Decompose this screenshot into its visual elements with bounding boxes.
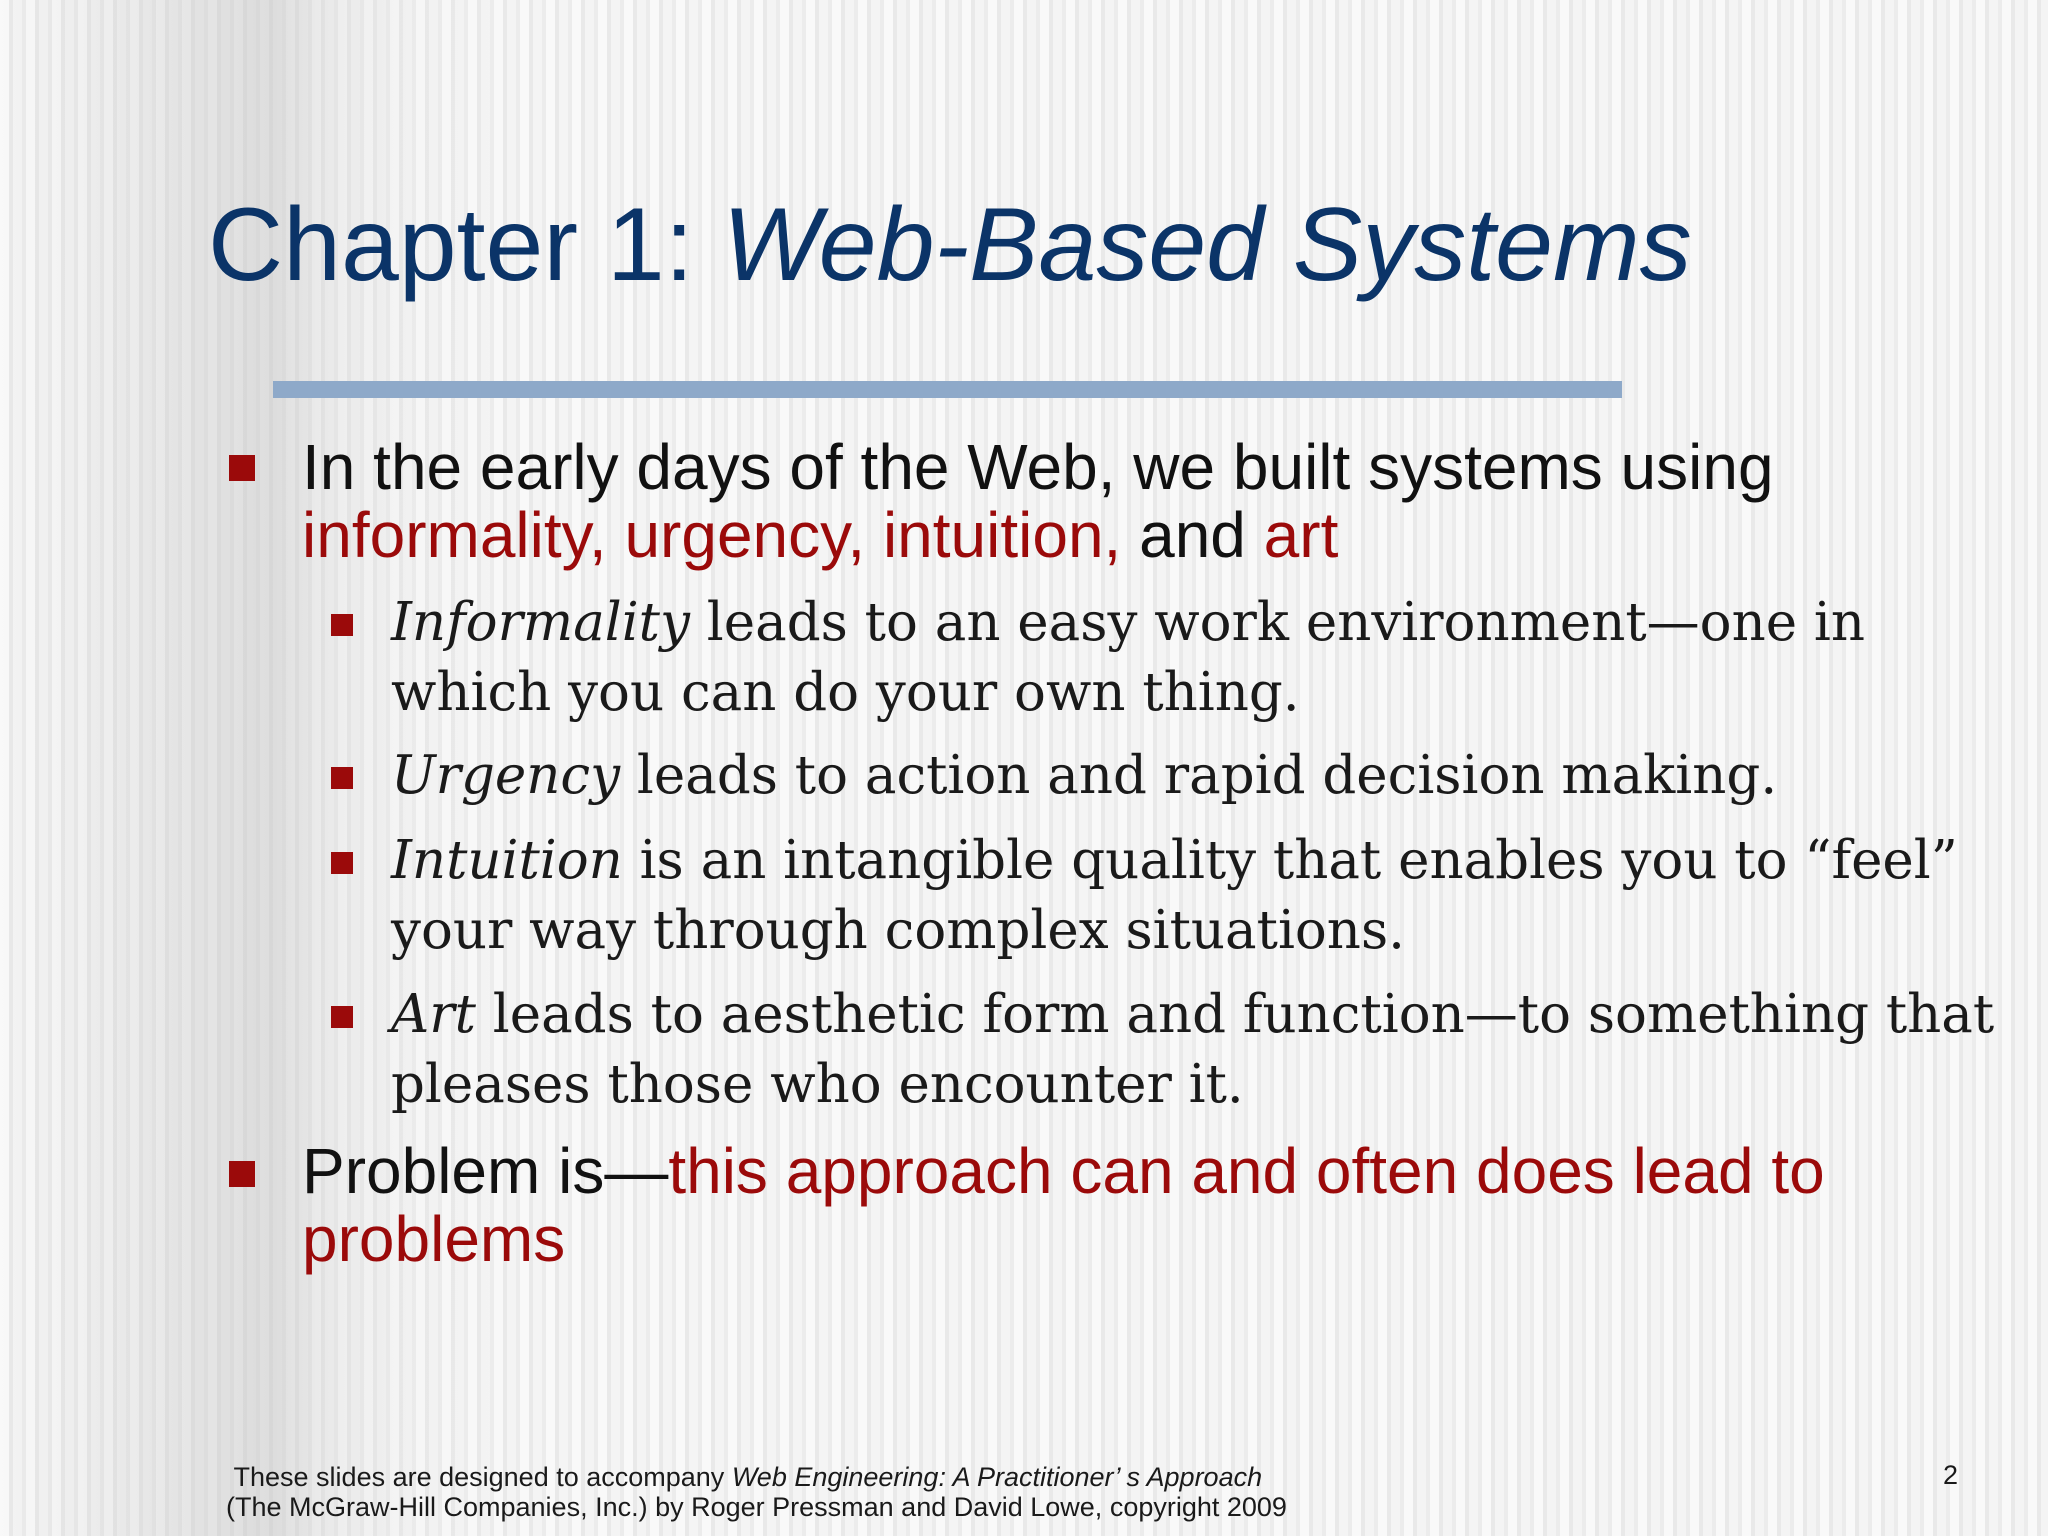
- sub-bullet-4: [391, 980, 2006, 1120]
- bullet-1-connector: and: [1121, 499, 1264, 571]
- bullet-1-text: In the early days of the Web, we built systems using: [302, 431, 1774, 503]
- slide-title: [208, 186, 1692, 306]
- sub-bullet-2-term: Urgency: [391, 745, 621, 806]
- bullet-marker-1: [229, 455, 255, 481]
- sub-bullet-1-text: leads to an easy work environment—one in which you can do your own thing.: [391, 592, 1865, 723]
- bullet-2-lead: Problem is—: [302, 1135, 669, 1207]
- footer-line-1-prefix: These slides are designed to accompany: [233, 1462, 732, 1492]
- sub-bullet-3-text: is an intangible quality that enables you to “feel” your way through complex situations.: [391, 830, 1958, 961]
- bullet-1: [302, 433, 2022, 569]
- footer-line-2: (The McGraw-Hill Companies, Inc.) by Roger Pressman and David Lowe, copyright 2009: [226, 1492, 1287, 1522]
- sub-bullet-1-term: Informality: [391, 592, 690, 653]
- sub-bullet-marker-1: [331, 614, 353, 636]
- title-lead: Chapter 1:: [208, 187, 723, 303]
- sub-bullet-2: [391, 741, 2006, 811]
- sub-bullet-marker-4: [331, 1006, 353, 1028]
- bullet-2-emphasis: this approach can and often does lead to problems: [302, 1135, 1825, 1275]
- sub-bullet-3: [391, 826, 2006, 966]
- sub-bullet-2-text: leads to action and rapid decision making.: [620, 745, 1778, 806]
- title-divider: [273, 381, 1622, 398]
- sub-bullet-3-term: Intuition: [391, 830, 623, 891]
- bullet-1-emphasis-2: art: [1263, 499, 1339, 571]
- page-number: 2: [1943, 1460, 1959, 1490]
- footer-book-title: Web Engineering: A Practitioner’ s Approach: [731, 1462, 1263, 1492]
- footer-citation: [226, 1462, 1287, 1522]
- footer-line-1: [226, 1462, 1287, 1492]
- bullet-marker-2: [229, 1161, 255, 1187]
- title-italic: Web-Based Systems: [722, 187, 1692, 303]
- bullet-1-emphasis-1: informality, urgency, intuition,: [302, 499, 1122, 571]
- sub-bullet-1: [391, 588, 2006, 728]
- sub-bullet-4-term: Art: [391, 984, 476, 1045]
- bullet-2: [302, 1137, 2022, 1273]
- sub-bullet-4-text: leads to aesthetic form and function—to something that pleases those who encounter it.: [391, 984, 1995, 1115]
- sub-bullet-marker-3: [331, 852, 353, 874]
- sub-bullet-marker-2: [331, 767, 353, 789]
